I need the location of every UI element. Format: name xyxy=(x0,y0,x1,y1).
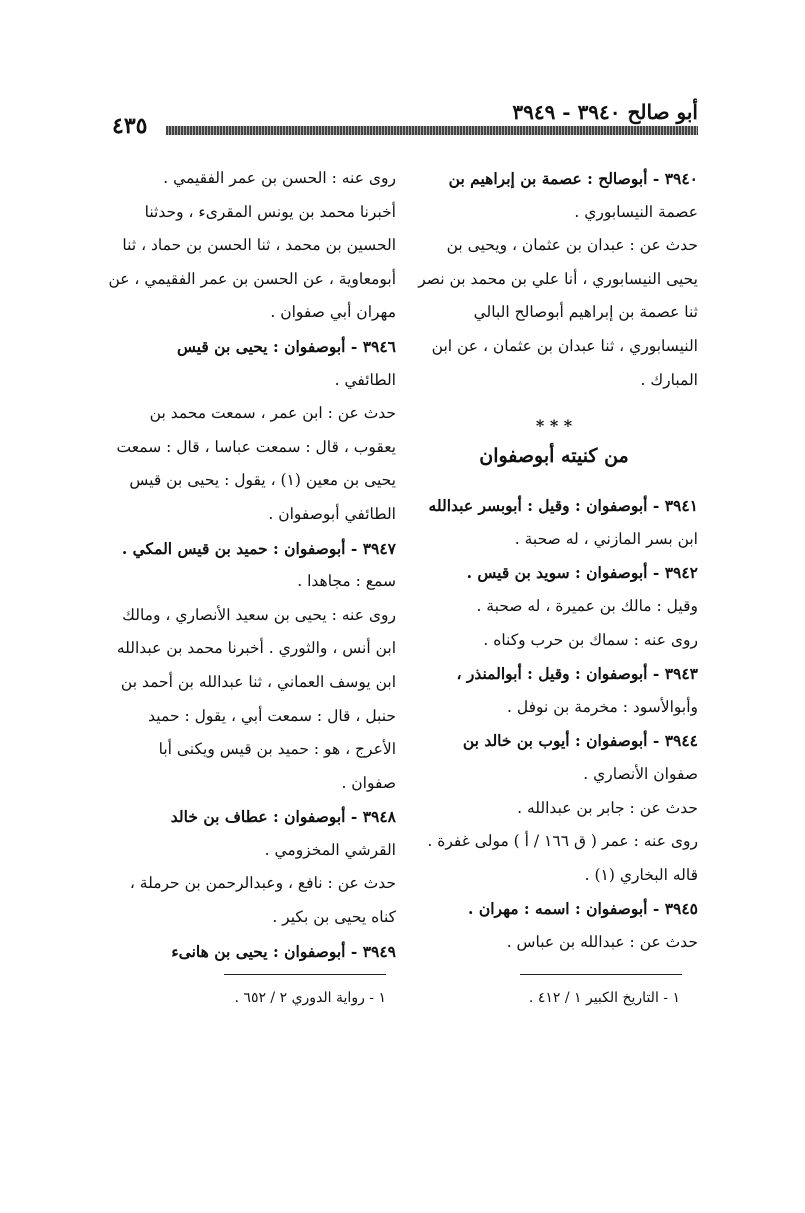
section-divider-stars: * * * xyxy=(535,416,573,436)
text-line: سمع : مجاهدا . xyxy=(297,572,396,591)
text-line: روى عنه : يحيى بن سعيد الأنصاري ، ومالك xyxy=(122,605,396,624)
text-line: ابن أنس ، والثوري . أخبرنا محمد بن عبدالله xyxy=(116,639,396,658)
section-heading: من كنيته أبوصفوان xyxy=(479,445,629,468)
text-line: كناه يحيى بن بكير . xyxy=(272,908,396,927)
text-line: روى عنه : عمر ( ق ١٦٦ / أ ) مولى غفرة . xyxy=(427,832,698,851)
text-line: صفوان . xyxy=(341,773,396,792)
text-line: ٣٩٤٤ - أبوصفوان : أيوب بن خالد بن xyxy=(462,731,698,751)
text-line: يحيى بن معين (١) ، يقول : يحيى بن قيس xyxy=(129,471,396,490)
text-line: ٣٩٤٠ - أبوصالح : عصمة بن إبراهيم بن xyxy=(448,169,698,188)
page-number: ٤٣٥ xyxy=(106,114,153,138)
text-line: أبومعاوية ، عن الحسن بن عمر الفقيمي ، عن xyxy=(108,269,396,288)
text-line: ابن يوسف العماني ، ثنا عبدالله بن أحمد بن xyxy=(120,672,396,691)
text-line: حدث عن : جابر بن عبدالله . xyxy=(517,798,698,817)
text-line: روى عنه : الحسن بن عمر الفقيمي . xyxy=(163,169,396,187)
text-line: الأعرج ، هو : حميد بن قيس ويكنى أبا xyxy=(158,740,396,759)
entries-abusafwan-block xyxy=(410,489,698,959)
text-line: ٣٩٤١ - أبوصفوان : وقيل : أبوبسر عبدالله xyxy=(428,496,698,516)
text-line: حدث عن : عبدان بن عثمان ، ويحيى بن xyxy=(446,236,698,255)
entry-3940-block xyxy=(410,162,698,397)
text-line: يعقوب ، قال : سمعت عباسا ، قال : سمعت xyxy=(116,437,396,456)
text-line: يحيى النيسابوري ، أنا علي بن محمد بن نصر xyxy=(418,269,698,288)
running-title: أبو صالح ٣٩٤٠ - ٣٩٤٩ xyxy=(512,100,698,124)
header-rule xyxy=(166,126,698,135)
text-line: الطائفي أبوصفوان . xyxy=(268,504,396,523)
text-line: النيسابوري ، ثنا عبدان بن عثمان ، عن ابن xyxy=(431,336,698,355)
footnote-left: ١ - رواية الدوري ٢ / ٦٥٢ . xyxy=(234,990,386,1006)
text-line: حدث عن : عبدالله بن عباس . xyxy=(506,932,698,951)
text-line: مهران أبي صفوان . xyxy=(270,303,396,322)
right-column xyxy=(410,162,698,959)
text-line: ٣٩٤٨ - أبوصفوان : عطاف بن خالد xyxy=(170,807,396,827)
footnote-divider-left xyxy=(224,974,386,975)
text-line: الطائفي . xyxy=(334,370,396,389)
text-line: ٣٩٤٣ - أبوصفوان : وقيل : أبوالمنذر ، xyxy=(456,664,698,684)
text-line: ٣٩٤٥ - أبوصفوان : اسمه : مهران . xyxy=(468,899,698,919)
left-column xyxy=(108,162,396,968)
text-line: أخبرنا محمد بن يونس المقرىء ، وحدثنا xyxy=(144,202,396,221)
text-line: القرشي المخزومي . xyxy=(264,840,396,859)
text-line: حنبل ، قال : سمعت أبي ، يقول : حميد xyxy=(148,706,396,725)
text-line: وقيل : مالك بن عميرة ، له صحبة . xyxy=(476,596,698,615)
text-line: ٣٩٤٦ - أبوصفوان : يحيى بن قيس xyxy=(176,336,396,356)
footnote-right: ١ - التاريخ الكبير ١ / ٤١٢ . xyxy=(528,990,680,1006)
text-line: الحسين بن محمد ، ثنا الحسن بن حماد ، ثنا xyxy=(122,236,396,255)
text-line: ٣٩٤٩ - أبوصفوان : يحيى بن هانىء xyxy=(171,941,396,961)
text-line: صفوان الأنصاري . xyxy=(583,764,698,783)
text-line: المبارك . xyxy=(640,370,698,389)
text-line: ابن بسر المازني ، له صحبة . xyxy=(514,529,698,548)
text-line: روى عنه : سماك بن حرب وكناه . xyxy=(483,630,698,649)
text-line: عصمة النيسابوري . xyxy=(574,202,698,221)
page-header xyxy=(106,100,698,140)
text-line: ٣٩٤٧ - أبوصفوان : حميد بن قيس المكي . xyxy=(121,538,396,558)
footnote-divider-right xyxy=(520,974,682,975)
text-line: وأبوالأسود : مخرمة بن نوفل . xyxy=(507,697,698,716)
text-line: حدث عن : نافع ، وعبدالرحمن بن حرملة ، xyxy=(129,874,396,893)
text-line: ثنا عصمة بن إبراهيم أبوصالح البالي xyxy=(473,303,698,322)
text-line: قاله البخاري (١) . xyxy=(584,865,698,884)
text-line: ٣٩٤٢ - أبوصفوان : سويد بن قيس . xyxy=(466,563,698,583)
text-line: حدث عن : ابن عمر ، سمعت محمد بن xyxy=(149,404,396,423)
